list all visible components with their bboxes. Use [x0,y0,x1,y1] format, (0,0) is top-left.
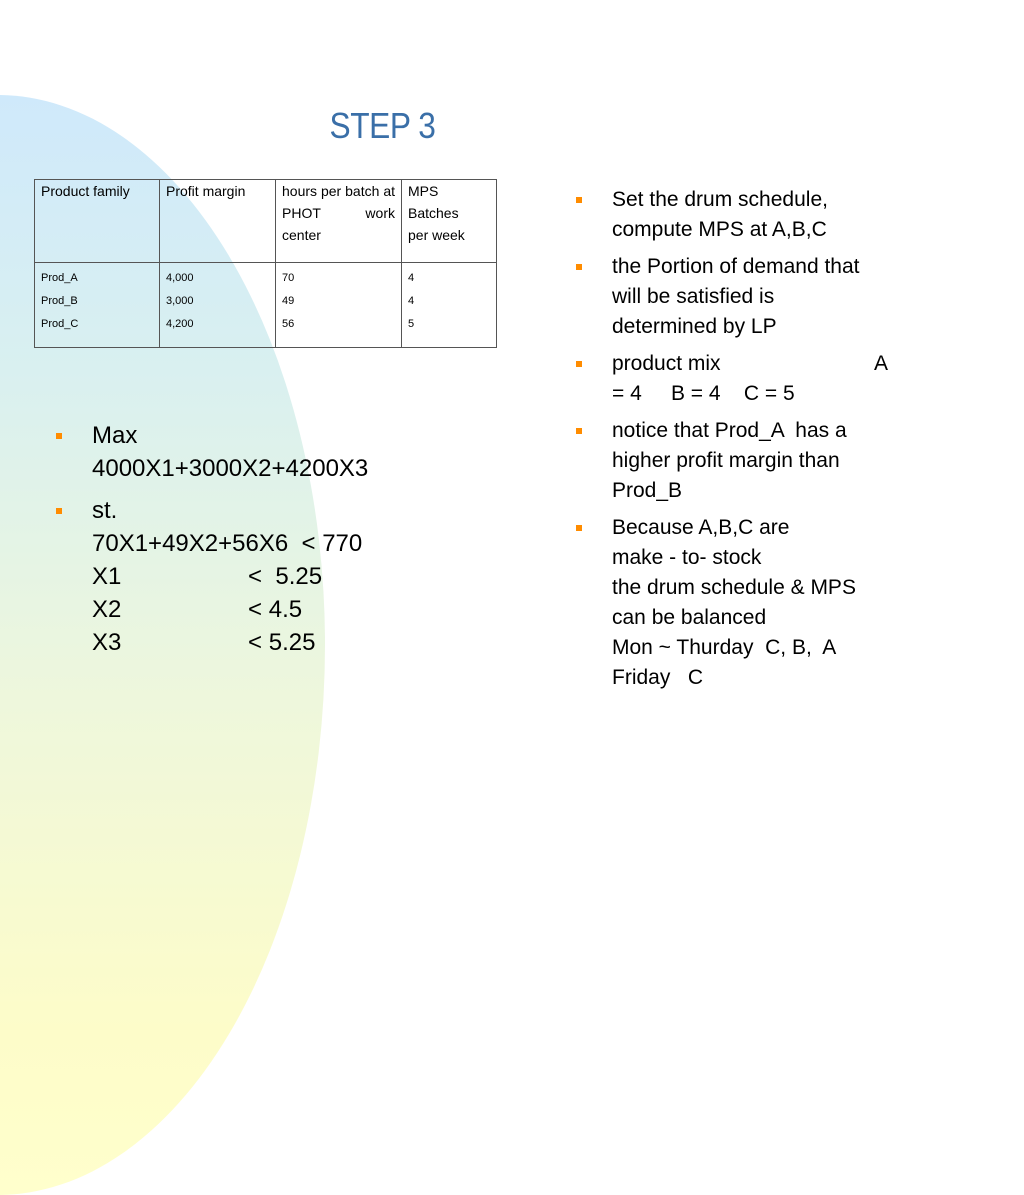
table-cell: 4 [408,272,415,284]
square-bullet-icon [56,433,62,439]
header-mps-batches: MPS Batches per week [402,180,497,263]
square-bullet-icon [576,197,582,203]
column-profit-margin [160,263,276,348]
product-table [34,179,497,348]
list-item: Max 4000X1+3000X2+4200X3 [53,419,368,485]
list-item: st. 70X1+49X2+56X6 < 770 X1 < 5.25 X2 < 4.5 X3 < 5.25 [53,494,368,659]
list-item: product mix A = 4 B = 4 C = 5 [573,349,890,409]
list-item: Because A,B,C are make - to- stock the drum schedule & MPS can be balanced Mon ~ Thurday C, B, A Friday C [573,513,890,693]
table-cell: 4 [408,295,415,307]
square-bullet-icon [576,361,582,367]
header-profit-margin: Profit margin [160,180,276,263]
slide-title: STEP 3 [329,105,436,146]
column-product-family [35,263,160,348]
table-cell: Prod_A [41,272,78,284]
square-bullet-icon [576,525,582,531]
table-cell: 4,000 [166,272,194,284]
column-mps [402,263,497,348]
list-item: notice that Prod_A has a higher profit margin than Prod_B [573,416,890,506]
square-bullet-icon [56,508,62,514]
notes-list [573,185,890,700]
table-cell: 3,000 [166,295,194,307]
table-cell: Prod_C [41,318,79,330]
lp-formulation-list [53,419,368,668]
list-item: Set the drum schedule, compute MPS at A,B,C [573,185,890,245]
table-row [35,263,497,348]
header-product-family: Product family [35,180,160,263]
table-cell: 56 [282,318,295,330]
square-bullet-icon [576,264,582,270]
table-cell: 5 [408,318,415,330]
table-header-row [35,180,497,263]
table-cell: 4,200 [166,318,194,330]
list-item: the Portion of demand that will be satisfied is determined by LP [573,252,890,342]
table-cell: Prod_B [41,295,78,307]
header-hours-per-batch: hours per batch at PHOT work center [276,180,402,263]
square-bullet-icon [576,428,582,434]
table-cell: 49 [282,295,295,307]
column-hours [276,263,402,348]
table-cell: 70 [282,272,295,284]
